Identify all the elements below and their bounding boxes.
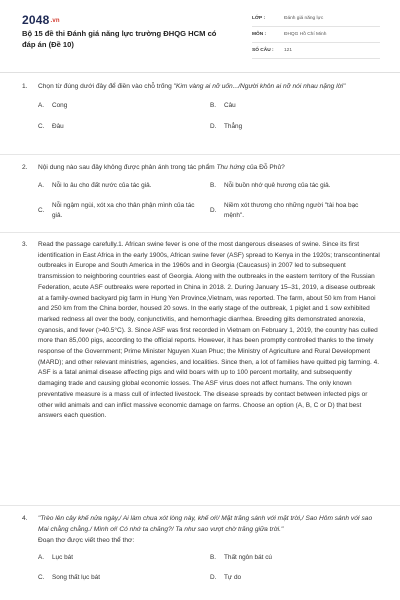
option-key: A. bbox=[38, 182, 45, 189]
poem-excerpt: "Trèo lên cây khế nửa ngày,/ Ai làm chua xót lòng này, khế ơi!/ Mặt trăng sánh với mặt trời,/ Sao Hôm sánh với sao Mai chằng chằng./ Mình ơi! Có nhớ ta chăng?/ Ta như sao vượt chờ trăng giữa trời." bbox=[38, 515, 373, 533]
option-key: C. bbox=[38, 574, 45, 581]
option-d[interactable] bbox=[210, 122, 380, 132]
option-b[interactable] bbox=[210, 553, 380, 563]
option-c[interactable] bbox=[38, 573, 208, 583]
option-key: A. bbox=[38, 554, 45, 561]
option-c[interactable] bbox=[38, 201, 198, 220]
meta-key: LỚP : bbox=[252, 16, 266, 21]
meta-row-subject bbox=[252, 27, 380, 43]
option-text: Tự do bbox=[224, 574, 242, 581]
option-text: Cong bbox=[52, 102, 68, 109]
header-divider bbox=[0, 72, 400, 73]
meta-value: 121 bbox=[284, 48, 293, 53]
site-logo[interactable] bbox=[22, 13, 60, 27]
question-separator bbox=[0, 232, 400, 233]
question-3 bbox=[22, 240, 382, 422]
question-number: 3. bbox=[22, 241, 28, 248]
option-key: D. bbox=[210, 123, 217, 130]
meta-row-class bbox=[252, 11, 380, 27]
option-key: D. bbox=[210, 574, 217, 581]
logo-main-text: 2048 bbox=[22, 13, 50, 27]
options-list bbox=[38, 181, 382, 231]
meta-key: SỐ CÂU : bbox=[252, 48, 274, 53]
question-text-after: của Đỗ Phủ? bbox=[244, 164, 285, 171]
question-text: Nội dung nào sau đây không được phản ánh trong tác phẩm bbox=[38, 164, 217, 171]
option-text: Thẳng bbox=[224, 123, 243, 130]
meta-value: ĐHQG Hồ Chí Minh bbox=[284, 32, 327, 37]
question-separator bbox=[0, 154, 400, 155]
option-text: Câu bbox=[224, 102, 236, 109]
question-text: Đoạn thơ được viết theo thể thơ: bbox=[38, 537, 135, 544]
option-key: A. bbox=[38, 102, 45, 109]
meta-key: MÔN : bbox=[252, 32, 267, 37]
document-title: Bộ 15 đề thi Đánh giá năng lực trường ĐHQG HCM có đáp án (Đề 10) bbox=[22, 29, 217, 49]
meta-table bbox=[252, 11, 380, 59]
option-text: Nỗi lo âu cho đất nước của tác giả. bbox=[52, 182, 152, 189]
option-b[interactable] bbox=[210, 101, 380, 111]
meta-value: Đánh giá năng lực bbox=[284, 16, 324, 21]
option-c[interactable] bbox=[38, 122, 208, 132]
option-key: D. bbox=[210, 206, 217, 214]
option-key: B. bbox=[210, 554, 217, 561]
option-a[interactable] bbox=[38, 101, 208, 111]
option-d[interactable] bbox=[210, 201, 370, 220]
reading-passage: Read the passage carefully.1. African swine fever is one of the most dangerous diseases of swine. Since its first identification in East Africa in the early 1900s, African swine fever (ASF) spread to Kenya in the 1920s; transcontinental outbreaks in Europe and South America in the 1960s and in Georgia (Caucasus) in 2007 led to subsequent transmission to neighboring countries east of Georgia. Along with the outbreaks in the eastern territory of the Russian Federation, acute ASF outbreaks were reported in China in 2018. 2. During January 15–31, 2019, a disease outbreak at a family-owned backyard pig farm in Hung Yen Province,Vietnam, was reported. The farm, about 50 km from Hanoi and 250 km from the China border, housed 20 sows. In the early stage of the outbreak, 1 piglet and 1 sow exhibited marked redness all over the body, conjunctivitis, and hemorrhagic diarrhea. Breeding gilts demonstrated anorexia, cyanosis, and fever (>40.5°C). 3. Since ASF was first recorded in Vietnam on February 1, 2019, the country has culled more than 85,000 pigs, according to the official reports. However, it has been promptly controlled thanks to the timely response of the Government; Prime Minister Nguyen Xuan Phuc; the Ministry of Agriculture and Rural Development (MARD); and other relevant ministries, agencies, and localities. Since then, a lot of families have quitted pig farming. 4. ASF is a fatal animal disease affecting pigs and wild boars with up to 100 percent mortality, and subsequently damaging trade and causing global economic losses. The ASF virus does not affect humans. The only known preventative measure is a mass cull of infected livestock. The disease spreads by contact between infected pigs or other wild animals and can inflict massive economic damage on farms. Choose an option (A, B, C or D) that best answers each question. bbox=[38, 241, 380, 420]
options-list bbox=[38, 101, 382, 141]
logo-sub-text: .vn bbox=[50, 17, 60, 24]
question-quote: "Kim vàng ai nỡ uốn.../Người khôn ai nỡ nói nhau nặng lời" bbox=[173, 83, 346, 90]
option-a[interactable] bbox=[38, 181, 203, 191]
option-key: C. bbox=[38, 123, 45, 130]
question-2 bbox=[22, 162, 382, 231]
option-key: B. bbox=[210, 102, 217, 109]
question-separator bbox=[0, 505, 400, 506]
option-key: C. bbox=[38, 206, 45, 214]
option-text: Nỗi ngậm ngùi, xót xa cho thân phận mình của tác giả. bbox=[52, 202, 195, 219]
question-4 bbox=[22, 513, 382, 593]
option-d[interactable] bbox=[210, 573, 380, 583]
option-text: Đâu bbox=[52, 123, 64, 130]
question-number: 4. bbox=[22, 515, 28, 522]
option-text: Niềm xót thương cho những người "tài hoa bạc mệnh". bbox=[224, 202, 359, 219]
question-number: 2. bbox=[22, 164, 28, 171]
option-text: Song thất lục bát bbox=[52, 574, 100, 581]
option-text: Lục bát bbox=[52, 554, 73, 561]
option-b[interactable] bbox=[210, 181, 382, 191]
option-key: B. bbox=[210, 182, 217, 189]
option-a[interactable] bbox=[38, 553, 208, 563]
question-work-title: Thu hứng bbox=[216, 164, 245, 171]
option-text: Thất ngôn bát cú bbox=[224, 554, 272, 561]
page-header bbox=[0, 0, 400, 70]
option-text: Nỗi buồn nhớ quê hương của tác giả. bbox=[224, 182, 331, 189]
options-list bbox=[38, 553, 382, 593]
meta-row-count bbox=[252, 43, 380, 59]
question-number: 1. bbox=[22, 83, 28, 90]
question-text: Chọn từ đúng dưới đây để điền vào chỗ trống bbox=[38, 83, 174, 90]
question-1 bbox=[22, 81, 382, 141]
